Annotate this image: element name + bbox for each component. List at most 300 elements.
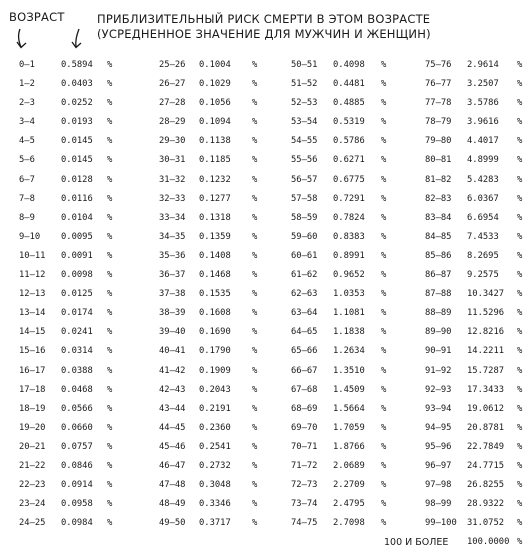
percent-sign: %: [252, 174, 258, 185]
risk-value-cell: 0.8991: [333, 250, 365, 261]
risk-value-cell: 9.2575: [467, 270, 499, 281]
risk-value-cell: 11.5296: [467, 308, 505, 319]
age-cell: 18–19: [19, 403, 46, 414]
age-cell: 69–70: [291, 422, 318, 433]
percent-sign: %: [381, 98, 387, 109]
percent-sign: %: [107, 60, 113, 70]
age-cell: 41–42: [159, 365, 186, 376]
age-cell: 99–100: [425, 518, 457, 529]
age-cell: 7–8: [19, 193, 35, 204]
age-cell: 93–94: [425, 403, 452, 414]
age-cell: 14–15: [19, 327, 46, 338]
percent-sign: %: [252, 231, 258, 242]
age-cell: 43–44: [159, 403, 186, 414]
age-cell: 71–72: [291, 460, 318, 471]
age-cell: 5–6: [19, 155, 35, 166]
percent-sign: %: [381, 365, 387, 376]
age-column-header: ВОЗРАСТ: [9, 10, 65, 24]
percent-sign: %: [252, 98, 258, 109]
risk-value-cell: 0.3346: [199, 499, 231, 510]
risk-value-cell: 0.2191: [199, 403, 231, 414]
age-cell: 83–84: [425, 212, 452, 223]
risk-value-cell: 0.1277: [199, 193, 231, 204]
age-cell: 84–85: [425, 231, 452, 242]
age-cell: 97–98: [425, 480, 452, 491]
age-cell: 11–12: [19, 270, 46, 281]
risk-value-cell: 1.8766: [333, 441, 365, 452]
percent-sign: %: [107, 117, 113, 128]
percent-sign: %: [252, 136, 258, 147]
risk-value-cell: 1.1838: [333, 327, 365, 338]
risk-value-cell: 0.1004: [199, 60, 231, 70]
age-cell: 42–43: [159, 384, 186, 395]
age-cell: 31–32: [159, 174, 186, 185]
risk-value-cell: 0.5786: [333, 136, 365, 147]
risk-value-cell: 2.4795: [333, 499, 365, 510]
risk-value-cell: 0.0314: [61, 346, 93, 357]
age-cell: 77–78: [425, 98, 452, 109]
risk-value-cell: 0.1318: [199, 212, 231, 223]
risk-value-cell: 0.0091: [61, 250, 93, 261]
risk-value-cell: 0.0660: [61, 422, 93, 433]
age-cell: 53–54: [291, 117, 318, 128]
percent-sign: %: [107, 384, 113, 395]
percent-sign: %: [252, 441, 258, 452]
percent-sign: %: [107, 403, 113, 414]
percent-sign: %: [381, 174, 387, 185]
risk-column-header: ПРИБЛИЗИТЕЛЬНЫЙ РИСК СМЕРТИ В ЭТОМ ВОЗРАСТЕ: [97, 12, 431, 26]
risk-value-cell: 0.0757: [61, 441, 93, 452]
risk-value-cell: 0.7824: [333, 212, 365, 223]
risk-value-cell: 0.0241: [61, 327, 93, 338]
age-cell: 49–50: [159, 518, 186, 529]
percent-sign: %: [252, 289, 258, 300]
percent-sign: %: [517, 537, 523, 548]
percent-sign: %: [381, 289, 387, 300]
risk-value-cell: 0.0468: [61, 384, 93, 395]
risk-value-cell: 100.0000: [467, 537, 510, 548]
risk-value-cell: 28.9322: [467, 499, 505, 510]
percent-sign: %: [107, 480, 113, 491]
age-cell: 64–65: [291, 327, 318, 338]
risk-value-cell: 2.7098: [333, 518, 365, 529]
percent-sign: %: [107, 460, 113, 471]
age-cell: 46–47: [159, 460, 186, 471]
age-cell: 38–39: [159, 308, 186, 319]
risk-value-cell: 0.4885: [333, 98, 365, 109]
percent-sign: %: [107, 518, 113, 529]
age-cell: 92–93: [425, 384, 452, 395]
age-cell: 90–91: [425, 346, 452, 357]
percent-sign: %: [517, 79, 523, 90]
age-cell: 81–82: [425, 174, 452, 185]
age-cell: 70–71: [291, 441, 318, 452]
age-cell: 66–67: [291, 365, 318, 376]
percent-sign: %: [517, 308, 523, 319]
age-cell: 9–10: [19, 231, 41, 242]
age-cell: 95–96: [425, 441, 452, 452]
percent-sign: %: [252, 346, 258, 357]
risk-value-cell: 1.4509: [333, 384, 365, 395]
risk-value-cell: 0.5894: [61, 60, 93, 70]
age-cell: 78–79: [425, 117, 452, 128]
risk-value-cell: 8.2695: [467, 250, 499, 261]
age-cell: 91–92: [425, 365, 452, 376]
age-cell: 60–61: [291, 250, 318, 261]
risk-value-cell: 0.3717: [199, 518, 231, 529]
age-cell: 34–35: [159, 231, 186, 242]
age-cell: 32–33: [159, 193, 186, 204]
risk-value-cell: 7.4533: [467, 231, 499, 242]
percent-sign: %: [517, 212, 523, 223]
risk-value-cell: 3.9616: [467, 117, 499, 128]
risk-value-cell: 0.0252: [61, 98, 93, 109]
percent-sign: %: [252, 250, 258, 261]
age-cell: 17–18: [19, 384, 46, 395]
percent-sign: %: [517, 155, 523, 166]
age-cell: 3–4: [19, 117, 35, 128]
risk-value-cell: 1.7059: [333, 422, 365, 433]
percent-sign: %: [107, 193, 113, 204]
risk-value-cell: 0.1056: [199, 98, 231, 109]
risk-value-cell: 0.6775: [333, 174, 365, 185]
percent-sign: %: [381, 79, 387, 90]
age-cell: 2–3: [19, 98, 35, 109]
age-cell: 51–52: [291, 79, 318, 90]
age-cell: 26–27: [159, 79, 186, 90]
risk-value-cell: 0.2360: [199, 422, 231, 433]
risk-value-cell: 0.0403: [61, 79, 93, 90]
percent-sign: %: [517, 98, 523, 109]
age-cell: 88–89: [425, 308, 452, 319]
risk-value-cell: 20.8781: [467, 422, 505, 433]
percent-sign: %: [107, 231, 113, 242]
risk-value-cell: 0.1535: [199, 289, 231, 300]
risk-value-cell: 1.5664: [333, 403, 365, 414]
age-cell: 36–37: [159, 270, 186, 281]
percent-sign: %: [252, 403, 258, 414]
age-cell: 67–68: [291, 384, 318, 395]
age-cell: 85–86: [425, 250, 452, 261]
percent-sign: %: [107, 289, 113, 300]
down-arrow-icon: [70, 28, 84, 50]
risk-value-cell: 0.4481: [333, 79, 365, 90]
age-cell: 100 И БОЛЕЕ: [384, 537, 449, 549]
age-cell: 27–28: [159, 98, 186, 109]
age-cell: 21–22: [19, 460, 46, 471]
percent-sign: %: [252, 460, 258, 471]
risk-value-cell: 0.0104: [61, 212, 93, 223]
risk-value-cell: 0.0174: [61, 308, 93, 319]
age-cell: 57–58: [291, 193, 318, 204]
risk-value-cell: 0.2732: [199, 460, 231, 471]
age-cell: 22–23: [19, 480, 46, 491]
percent-sign: %: [107, 327, 113, 338]
percent-sign: %: [107, 270, 113, 281]
percent-sign: %: [252, 193, 258, 204]
risk-value-cell: 0.0128: [61, 174, 93, 185]
percent-sign: %: [381, 231, 387, 242]
risk-value-cell: 1.3510: [333, 365, 365, 376]
percent-sign: %: [252, 117, 258, 128]
age-cell: 79–80: [425, 136, 452, 147]
percent-sign: %: [252, 365, 258, 376]
risk-value-cell: 0.1790: [199, 346, 231, 357]
age-cell: 28–29: [159, 117, 186, 128]
percent-sign: %: [381, 518, 387, 529]
age-cell: 45–46: [159, 441, 186, 452]
age-cell: 39–40: [159, 327, 186, 338]
risk-value-cell: 0.1909: [199, 365, 231, 376]
risk-value-cell: 0.0193: [61, 117, 93, 128]
risk-value-cell: 22.7849: [467, 441, 505, 452]
risk-value-cell: 19.0612: [467, 403, 505, 414]
age-cell: 8–9: [19, 212, 35, 223]
risk-value-cell: 0.0566: [61, 403, 93, 414]
percent-sign: %: [381, 193, 387, 204]
percent-sign: %: [381, 499, 387, 510]
risk-value-cell: 0.8383: [333, 231, 365, 242]
percent-sign: %: [517, 499, 523, 510]
risk-value-cell: 0.9652: [333, 270, 365, 281]
percent-sign: %: [107, 79, 113, 90]
percent-sign: %: [517, 289, 523, 300]
percent-sign: %: [517, 518, 523, 529]
percent-sign: %: [381, 270, 387, 281]
percent-sign: %: [252, 155, 258, 166]
age-cell: 13–14: [19, 308, 46, 319]
age-cell: 16–17: [19, 365, 46, 376]
age-cell: 82–83: [425, 193, 452, 204]
percent-sign: %: [252, 79, 258, 90]
risk-value-cell: 0.2541: [199, 441, 231, 452]
risk-value-cell: 0.1408: [199, 250, 231, 261]
percent-sign: %: [517, 117, 523, 128]
percent-sign: %: [381, 212, 387, 223]
percent-sign: %: [517, 460, 523, 471]
age-cell: 87–88: [425, 289, 452, 300]
risk-value-cell: 0.0984: [61, 518, 93, 529]
percent-sign: %: [381, 403, 387, 414]
age-cell: 30–31: [159, 155, 186, 166]
percent-sign: %: [107, 136, 113, 147]
age-cell: 33–34: [159, 212, 186, 223]
percent-sign: %: [517, 384, 523, 395]
age-cell: 89–90: [425, 327, 452, 338]
age-cell: 35–36: [159, 250, 186, 261]
risk-value-cell: 31.0752: [467, 518, 505, 529]
risk-value-cell: 0.1690: [199, 327, 231, 338]
age-cell: 40–41: [159, 346, 186, 357]
percent-sign: %: [517, 250, 523, 261]
age-cell: 55–56: [291, 155, 318, 166]
percent-sign: %: [252, 270, 258, 281]
age-cell: 86–87: [425, 270, 452, 281]
risk-value-cell: 0.1138: [199, 136, 231, 147]
age-cell: 63–64: [291, 308, 318, 319]
percent-sign: %: [381, 422, 387, 433]
age-cell: 61–62: [291, 270, 318, 281]
percent-sign: %: [381, 136, 387, 147]
risk-value-cell: 0.1359: [199, 231, 231, 242]
percent-sign: %: [381, 117, 387, 128]
percent-sign: %: [252, 327, 258, 338]
percent-sign: %: [381, 346, 387, 357]
risk-value-cell: 15.7287: [467, 365, 505, 376]
percent-sign: %: [517, 231, 523, 242]
age-cell: 19–20: [19, 422, 46, 433]
down-arrow-icon: [16, 28, 30, 50]
risk-value-cell: 6.0367: [467, 193, 499, 204]
percent-sign: %: [517, 346, 523, 357]
age-cell: 4–5: [19, 136, 35, 147]
risk-value-cell: 24.7715: [467, 460, 505, 471]
percent-sign: %: [107, 422, 113, 433]
risk-value-cell: 3.5786: [467, 98, 499, 109]
age-cell: 15–16: [19, 346, 46, 357]
risk-value-cell: 0.0914: [61, 480, 93, 491]
age-cell: 52–53: [291, 98, 318, 109]
risk-value-cell: 3.2507: [467, 79, 499, 90]
percent-sign: %: [252, 422, 258, 433]
risk-value-cell: 2.2709: [333, 480, 365, 491]
risk-value-cell: 0.0095: [61, 231, 93, 242]
age-cell: 44–45: [159, 422, 186, 433]
risk-value-cell: 1.2634: [333, 346, 365, 357]
risk-column-subheader: (УСРЕДНЕННОЕ ЗНАЧЕНИЕ ДЛЯ МУЖЧИН И ЖЕНЩИН): [97, 27, 431, 41]
risk-value-cell: 0.0846: [61, 460, 93, 471]
percent-sign: %: [517, 60, 523, 70]
risk-value-cell: 0.1094: [199, 117, 231, 128]
age-cell: 1–2: [19, 79, 35, 90]
risk-value-cell: 6.6954: [467, 212, 499, 223]
risk-value-cell: 4.8999: [467, 155, 499, 166]
risk-value-cell: 12.8216: [467, 327, 505, 338]
percent-sign: %: [381, 308, 387, 319]
percent-sign: %: [517, 403, 523, 414]
age-cell: 23–24: [19, 499, 46, 510]
percent-sign: %: [517, 327, 523, 338]
risk-value-cell: 26.8255: [467, 480, 505, 491]
percent-sign: %: [252, 308, 258, 319]
risk-value-cell: 2.0689: [333, 460, 365, 471]
percent-sign: %: [517, 136, 523, 147]
age-cell: 94–95: [425, 422, 452, 433]
percent-sign: %: [381, 441, 387, 452]
risk-value-cell: 0.0388: [61, 365, 93, 376]
percent-sign: %: [107, 499, 113, 510]
age-cell: 0–1: [19, 60, 35, 70]
risk-value-cell: 0.6271: [333, 155, 365, 166]
risk-value-cell: 4.4017: [467, 136, 499, 147]
percent-sign: %: [517, 193, 523, 204]
age-cell: 68–69: [291, 403, 318, 414]
risk-value-cell: 0.1185: [199, 155, 231, 166]
percent-sign: %: [381, 327, 387, 338]
risk-value-cell: 2.9614: [467, 60, 499, 70]
risk-value-cell: 0.0145: [61, 155, 93, 166]
age-cell: 25–26: [159, 60, 186, 70]
percent-sign: %: [517, 480, 523, 491]
age-cell: 47–48: [159, 480, 186, 491]
age-cell: 10–11: [19, 250, 46, 261]
age-cell: 74–75: [291, 518, 318, 529]
percent-sign: %: [107, 98, 113, 109]
age-cell: 37–38: [159, 289, 186, 300]
percent-sign: %: [107, 155, 113, 166]
risk-value-cell: 14.2211: [467, 346, 505, 357]
percent-sign: %: [107, 441, 113, 452]
age-cell: 75–76: [425, 60, 452, 70]
percent-sign: %: [107, 212, 113, 223]
age-cell: 72–73: [291, 480, 318, 491]
risk-value-cell: 0.1468: [199, 270, 231, 281]
percent-sign: %: [381, 250, 387, 261]
age-cell: 59–60: [291, 231, 318, 242]
risk-value-cell: 1.1081: [333, 308, 365, 319]
percent-sign: %: [517, 441, 523, 452]
percent-sign: %: [107, 250, 113, 261]
risk-value-cell: 17.3433: [467, 384, 505, 395]
age-cell: 54–55: [291, 136, 318, 147]
age-cell: 29–30: [159, 136, 186, 147]
percent-sign: %: [252, 499, 258, 510]
percent-sign: %: [107, 308, 113, 319]
age-cell: 96–97: [425, 460, 452, 471]
risk-value-cell: 0.5319: [333, 117, 365, 128]
risk-value-cell: 0.2043: [199, 384, 231, 395]
risk-value-cell: 0.7291: [333, 193, 365, 204]
risk-value-cell: 0.0145: [61, 136, 93, 147]
risk-value-cell: 0.3048: [199, 480, 231, 491]
percent-sign: %: [381, 460, 387, 471]
percent-sign: %: [517, 365, 523, 376]
risk-value-cell: 1.0353: [333, 289, 365, 300]
risk-value-cell: 5.4283: [467, 174, 499, 185]
risk-value-cell: 0.1232: [199, 174, 231, 185]
percent-sign: %: [107, 174, 113, 185]
percent-sign: %: [517, 422, 523, 433]
percent-sign: %: [107, 346, 113, 357]
risk-value-cell: 0.1608: [199, 308, 231, 319]
age-cell: 6–7: [19, 174, 35, 185]
risk-value-cell: 0.1029: [199, 79, 231, 90]
risk-value-cell: 0.0116: [61, 193, 93, 204]
percent-sign: %: [381, 60, 387, 70]
percent-sign: %: [517, 270, 523, 281]
percent-sign: %: [252, 212, 258, 223]
age-cell: 12–13: [19, 289, 46, 300]
age-cell: 65–66: [291, 346, 318, 357]
age-cell: 73–74: [291, 499, 318, 510]
age-cell: 20–21: [19, 441, 46, 452]
percent-sign: %: [252, 60, 258, 70]
percent-sign: %: [381, 480, 387, 491]
age-cell: 62–63: [291, 289, 318, 300]
age-cell: 76–77: [425, 79, 452, 90]
risk-value-cell: 0.0958: [61, 499, 93, 510]
age-cell: 80–81: [425, 155, 452, 166]
age-cell: 24–25: [19, 518, 46, 529]
age-cell: 98–99: [425, 499, 452, 510]
age-cell: 56–57: [291, 174, 318, 185]
risk-value-cell: 10.3427: [467, 289, 505, 300]
age-cell: 58–59: [291, 212, 318, 223]
percent-sign: %: [252, 384, 258, 395]
percent-sign: %: [381, 155, 387, 166]
percent-sign: %: [252, 480, 258, 491]
risk-value-cell: 0.4098: [333, 60, 365, 70]
